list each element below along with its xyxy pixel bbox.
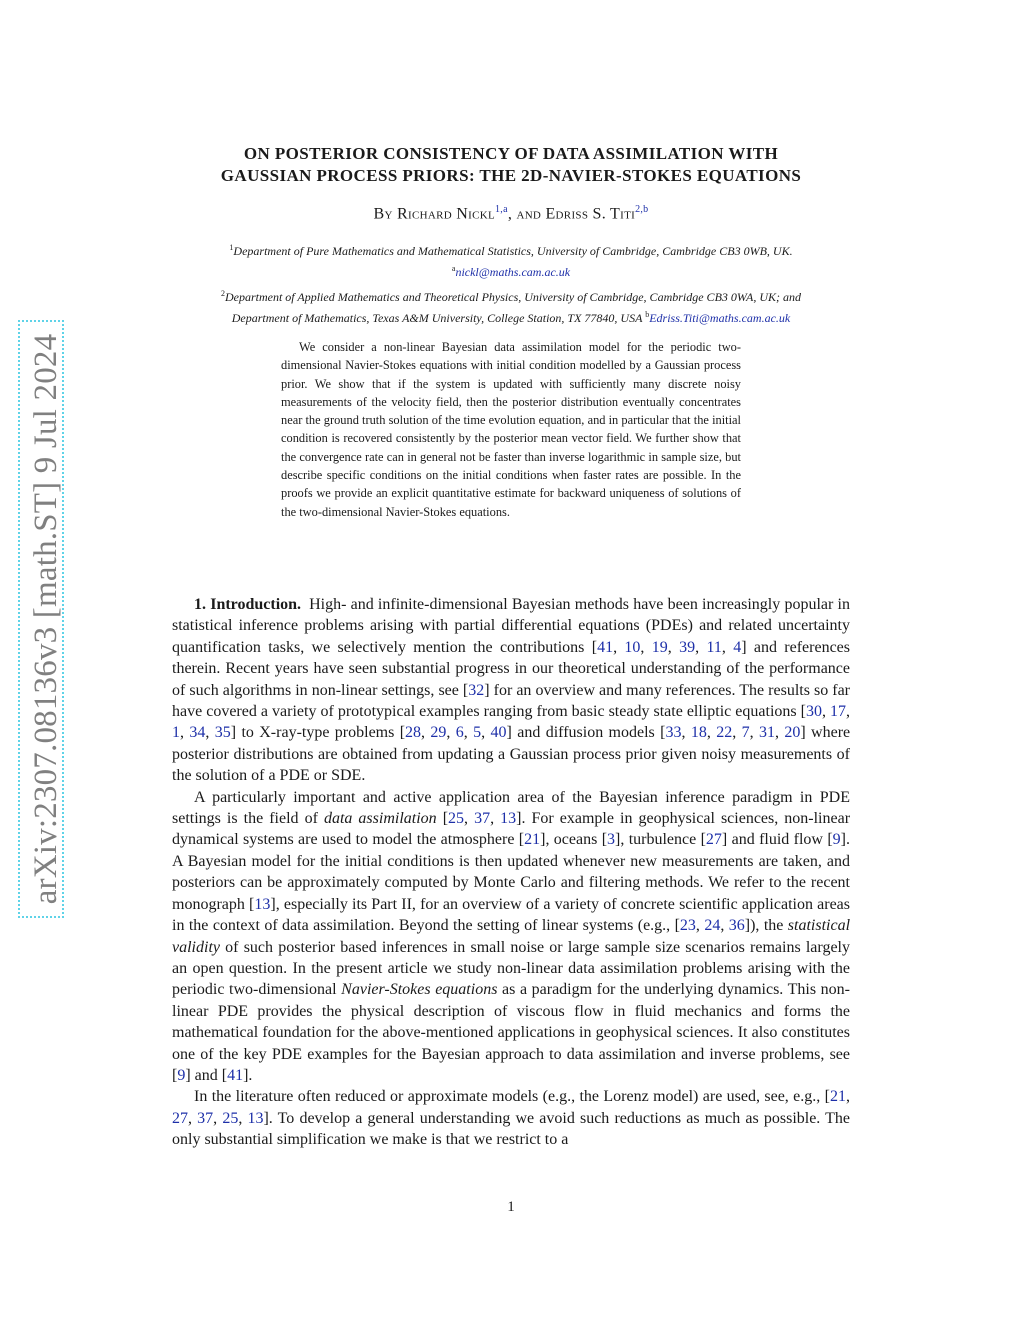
abstract: We consider a non-linear Bayesian data assimilation model for the periodic two-dimensional Navier-Stokes equations with initial condition modelled by a Gaussian process prior. We show that if the system is updated with sufficiently many discrete noisy measurements of the velocity field, then the posterior distribution eventually concentrates near the ground truth solution of the time evolution equation, and in particular that the initial condition is recovered consistently by the posterior mean vector field. We further show that the convergence rate can in general not be faster than inverse logarithmic in sample size, but describe specific conditions on the initial conditions when faster rates are possible. In the proofs we provide an explicit quantitative estimate for backward uniqueness of solutions of the two-dimensional Navier-Stokes equations.: [281, 340, 741, 519]
citation-link[interactable]: 6: [455, 724, 464, 742]
citation-link[interactable]: 31: [758, 724, 775, 742]
text-run: [: [436, 810, 449, 828]
author-nickl: Richard Nickl: [397, 205, 495, 223]
citation-link[interactable]: 27: [705, 831, 722, 849]
text-run: ] for an overview and many references. The results so far have covered a variety of prototypical examples ranging from basic steady state elliptic equations [: [172, 681, 851, 721]
citation-link[interactable]: 40: [490, 724, 507, 742]
arxiv-identifier: arXiv:2307.08136v3 [math.ST] 9 Jul 2024: [28, 333, 64, 905]
citation-link[interactable]: 36: [728, 917, 745, 935]
citation-link[interactable]: 19: [651, 638, 668, 656]
byline-by: By: [373, 205, 398, 223]
emphasis-term: Navier-Stokes equations: [341, 981, 498, 999]
text-run: ]. To develop a general understanding we avoid such reductions as much as possible. The only substantial simplification we make is that we restrict to a: [172, 1109, 851, 1149]
email-link-nickl[interactable]: nickl@maths.cam.ac.uk: [455, 265, 571, 279]
citation-link[interactable]: 21: [830, 1088, 846, 1106]
text-run: ]), the: [744, 917, 788, 935]
intro-paragraph-2: A particularly important and active application area of the Bayesian inference paradigm in PDE settings is the field of data assimilation [25, 37, 13]. For example in geophysical sciences, non-linear dynamical systems are used to model the atmosphere [21], oceans [3], turbulence [27] and fluid flow [9]. A Bayesian model for the initial conditions is then updated whenever new measurements are taken, and posteriors can be approximately computed by Monte Carlo and filtering methods. We refer to the recent monograph [13], especially its Part II, for an overview of a variety of concrete scientific application areas in the context of data assimilation. Beyond the setting of linear systems (e.g., [23, 24, 36]), the statistical validity of such posterior based inferences in small noise or large sample size scenarios remains largely an open question. In the present article we study non-linear data assimilation problems arising with the periodic two-dimensional Navier-Stokes equations as a paradigm for the underlying dynamics. This non-linear PDE provides the physical description of viscous flow in fluid mechanics and forms the mathematical foundation for the above-mentioned applications in geophysical sciences. It also constitutes one of the key PDE examples for the Bayesian approach to data assimilation and inverse problems, see [9] and [41].: [172, 788, 851, 1084]
text-run: ] and references therein. Recent years have seen substantial progress in our theoretical understanding of the performance of such algorithms in non-linear settings, see [: [172, 638, 851, 699]
citation-link[interactable]: 34: [189, 724, 206, 742]
author-byline: [172, 204, 850, 223]
title-line-1: ON POSTERIOR CONSISTENCY OF DATA ASSIMILATION WITH: [243, 144, 779, 163]
citation-link[interactable]: 11: [706, 638, 722, 656]
citation-link[interactable]: 3: [607, 831, 616, 849]
affiliation-1-marker: 1: [229, 243, 234, 252]
text-run: ]. For example in geophysical sciences, non-linear dynamical systems are used to model the atmosphere [: [172, 810, 851, 849]
text-run: ] to X-ray-type problems [: [230, 724, 406, 742]
citation-link[interactable]: 22: [716, 724, 733, 742]
citation-link[interactable]: 37: [197, 1109, 214, 1127]
text-run: ] and fluid flow [: [721, 831, 833, 849]
citation-link[interactable]: 18: [690, 724, 707, 742]
citation-link[interactable]: 25: [448, 810, 465, 828]
citation-link[interactable]: 33: [665, 724, 682, 742]
text-run: as a paradigm for the underlying dynamics. This non-linear PDE provides the physical description of viscous flow in fluid mechanics and forms the mathematical foundation for the above-mentioned applications in geophysical sciences. It also constitutes one of the key PDE examples for the Bayesian approach to data assimilation and inverse problems, see [: [172, 981, 850, 1084]
citation-link[interactable]: 5: [473, 724, 482, 742]
text-run: ] and diffusion models [: [506, 724, 666, 742]
text-run: ], turbulence [: [615, 831, 706, 849]
text-run: ], especially its Part II, for an overview of a variety of concrete scientific application areas in the context of data assimilation. Beyond the setting of linear systems (e.g., [: [172, 895, 851, 935]
citation-link[interactable]: 32: [468, 681, 485, 699]
citation-link[interactable]: 39: [679, 638, 696, 656]
title-line-2: GAUSSIAN PROCESS PRIORS: THE 2D-NAVIER-STOKES EQUATIONS: [220, 166, 802, 185]
text-run: ].: [243, 1066, 253, 1084]
citation-link[interactable]: 9: [177, 1066, 186, 1084]
affiliation-2-line-1: Department of Applied Mathematics and Theoretical Physics, University of Cambridge, Cambridge CB3 0WA, UK; and: [224, 290, 802, 304]
author-titi-affil[interactable]: 2,b: [635, 204, 649, 215]
text-run: ]. A Bayesian model for the initial conditions is then updated whenever new measurements are taken, and posteriors can be approximately computed by Monte Carlo and filtering methods. We refer to the recent monograph [: [172, 831, 850, 913]
page-number: 1: [507, 1199, 515, 1215]
affiliation-2-email-marker: b: [645, 310, 650, 319]
citation-link[interactable]: 21: [524, 831, 541, 849]
text-run: of such posterior based inferences in small noise or large sample size scenarios remains largely an open question. In the present article we study non-linear data assimilation problems arising with the periodic two-dimensional: [172, 938, 850, 999]
author-titi: Edriss S. Titi: [545, 205, 636, 223]
citation-link[interactable]: 17: [830, 703, 847, 721]
citation-link[interactable]: 30: [805, 703, 822, 721]
citation-link[interactable]: 13: [254, 895, 271, 913]
citation-link[interactable]: 9: [832, 831, 841, 849]
emphasis-term: data assimilation: [323, 810, 437, 828]
citation-link[interactable]: 4: [733, 638, 742, 656]
citation-link[interactable]: 13: [500, 810, 517, 828]
text-run: ] and [: [185, 1066, 228, 1084]
intro-paragraph-3: In the literature often reduced or approximate models (e.g., the Lorenz model) are used, see, e.g., [21, 27, 37, 25, 13]. To develop a general understanding we avoid such reductions as much as possible. The only substantial simplification we make is that we restrict to a: [172, 1088, 851, 1149]
email-link-titi[interactable]: Edriss.Titi@maths.cam.ac.uk: [649, 311, 791, 325]
emphasis-term: statistical validity: [172, 917, 851, 956]
citation-link[interactable]: 29: [430, 724, 447, 742]
text-run: In the literature often reduced or approximate models (e.g., the Lorenz model) are used, see, e.g., [: [194, 1088, 830, 1106]
affiliation-1-text: Department of Pure Mathematics and Mathematical Statistics, University of Cambridge, Cambridge CB3 0WB, UK.: [233, 244, 793, 258]
affiliation-1: [172, 239, 850, 281]
citation-link[interactable]: 25: [222, 1109, 239, 1127]
citation-link[interactable]: 27: [172, 1109, 188, 1127]
paper-title: [172, 143, 850, 187]
citation-link[interactable]: 20: [784, 724, 801, 742]
intro-paragraph-1: 1. Introduction. High- and infinite-dimensional Bayesian methods have been increasingly popular in statistical inference problems arising with partial differential equations (PDEs) and related uncertainty quantification tasks, we selectively mention the contributions [41, 10, 19, 39, 11, 4] and references therein. Recent years have seen substantial progress in our theoretical understanding of the performance of such algorithms in non-linear settings, see [32] for an overview and many references. The results so far have covered a variety of prototypical examples ranging from basic steady state elliptic equations [30, 17, 1, 34, 35] to X-ray-type problems [28, 29, 6, 5, 40] and diffusion models [33, 18, 22, 7, 31, 20] where posterior distributions are obtained from updating a Gaussian process prior given noisy measurements of the solution of a PDE or SDE.: [172, 596, 851, 785]
author-nickl-affil[interactable]: 1,a: [495, 204, 508, 215]
citation-link[interactable]: 37: [474, 810, 491, 828]
text-run: ], oceans [: [540, 831, 608, 849]
affiliation-2: [172, 285, 850, 327]
citation-link[interactable]: 10: [624, 638, 641, 656]
affiliation-1-email-marker: a: [451, 264, 456, 273]
affiliation-2-line-2: Department of Mathematics, Texas A&M University, College Station, TX 77840, USA: [231, 311, 643, 325]
citation-link[interactable]: 23: [679, 917, 696, 935]
citation-link[interactable]: 7: [741, 724, 750, 742]
section-heading: 1. Introduction.: [194, 596, 302, 613]
citation-link[interactable]: 13: [247, 1109, 264, 1127]
citation-link[interactable]: 35: [214, 724, 231, 742]
citation-link[interactable]: 41: [227, 1066, 244, 1084]
text-run: A particularly important and active application area of the Bayesian inference paradigm in PDE settings is the field of: [172, 788, 850, 828]
introduction-section: [172, 594, 850, 1151]
citation-link[interactable]: 1: [172, 724, 180, 742]
affiliation-2-marker: 2: [220, 289, 225, 298]
text-run: High- and infinite-dimensional Bayesian methods have been increasingly popular in statistical inference problems arising with partial differential equations (PDEs) and related uncertainty quantification tasks, we selectively mention the contributions [: [172, 596, 850, 656]
byline-and: , and: [507, 205, 546, 223]
citation-link[interactable]: 41: [597, 638, 614, 656]
citation-link[interactable]: 24: [704, 917, 721, 935]
text-run: ] where posterior distributions are obtained from updating a Gaussian process prior given noisy measurements of the solution of a PDE or SDE.: [172, 724, 851, 785]
citation-link[interactable]: 28: [405, 724, 422, 742]
